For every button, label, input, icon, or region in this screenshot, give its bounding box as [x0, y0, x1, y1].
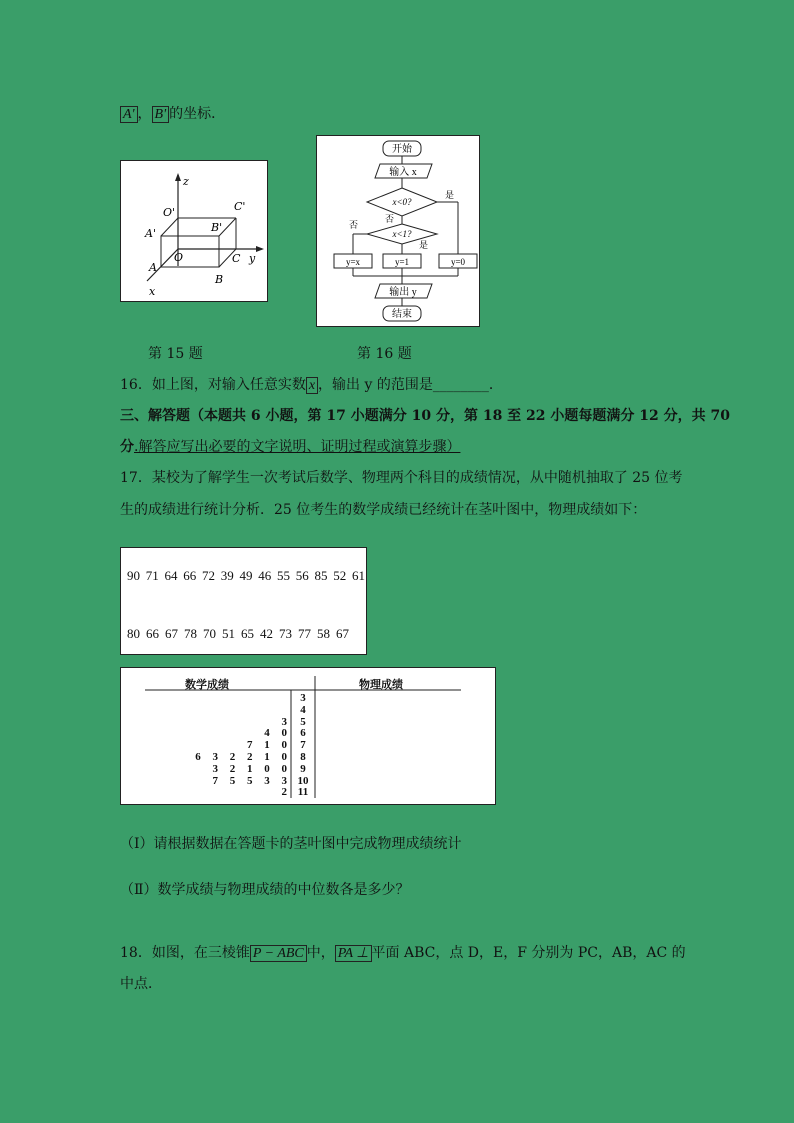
physics-score: 55 — [277, 568, 290, 583]
physics-score: 42 — [260, 626, 273, 641]
assign-y-x: y=x — [345, 257, 361, 267]
caption-fig15: 第 15 题 — [148, 346, 203, 362]
q18-rest: 平面 ABC，点 D，E，F 分别为 PC，AB，AC 的 — [371, 945, 686, 961]
math-leaf-row: 3 2 1 0 0 — [212, 762, 287, 775]
separator: ， — [137, 106, 152, 122]
end-node: 结束 — [392, 309, 412, 320]
q18-pabc-box: P − ABC — [250, 945, 307, 962]
label-a: A — [149, 261, 157, 274]
q18-prefix: 18．如图，在三棱锥 — [120, 945, 250, 961]
output-node: 输出 y — [389, 287, 417, 298]
physics-score: 58 — [317, 626, 330, 641]
yes-label-1: 是 — [445, 190, 455, 200]
condition-2: x<1? — [392, 229, 412, 239]
math-leaf-row: 6 3 2 2 1 0 — [195, 751, 287, 763]
yes-label-2: 是 — [419, 240, 429, 250]
question-18-line2: 中点． — [120, 976, 162, 992]
stem-value: 9 — [300, 762, 306, 775]
physics-scores-row-2 — [127, 626, 349, 642]
math-leaf-row: 7 5 5 3 3 — [212, 774, 287, 787]
label-b: B — [215, 273, 224, 286]
no-label-1: 否 — [385, 214, 395, 224]
flowchart-diagram — [317, 136, 479, 326]
label-z: z — [183, 175, 189, 188]
physics-scores-box — [120, 547, 367, 655]
physics-score: 72 — [202, 568, 215, 583]
section-3-header: 三、解答题（本题共 6 小题，第 17 小题满分 10 分，第 18 至 22 小题每题满分 12 分，共 70 — [120, 408, 730, 424]
condition-1: x<0? — [392, 197, 412, 207]
q16-x-box: x — [306, 377, 318, 394]
q18-mid: 中， — [306, 945, 335, 961]
physics-score: 73 — [279, 626, 292, 641]
physics-score: 46 — [258, 568, 272, 583]
assign-y-0: y=0 — [450, 257, 466, 267]
stem-value: 7 — [300, 739, 306, 752]
stem-value: 5 — [300, 715, 306, 728]
label-c-prime: C' — [234, 200, 246, 213]
section-3-rest: .解答应写出必要的文字说明、证明过程或演算步骤） — [134, 439, 461, 455]
q17-part-1: （Ⅰ）请根据数据在答题卡的茎叶图中完成物理成绩统计 — [120, 836, 462, 852]
section-3-bold-fen: 分 — [120, 439, 134, 455]
physics-score: 39 — [220, 568, 234, 583]
math-leaf-row: 3 — [281, 715, 287, 728]
physics-score: 85 — [314, 568, 328, 583]
question-18-line1 — [120, 942, 686, 962]
section-3-instructions — [120, 436, 460, 456]
physics-score: 56 — [295, 568, 309, 583]
label-c: C — [232, 252, 241, 265]
question-17-line1: 17．某校为了解学生一次考试后数学、物理两个科目的成绩情况，从中随机抽取了 25 位考 — [120, 470, 683, 486]
physics-score: 80 — [127, 626, 140, 641]
q16-prefix: 16．如上图，对输入任意实数 — [120, 377, 306, 393]
stem-value: 6 — [300, 727, 306, 740]
stem-value: 4 — [300, 703, 306, 716]
physics-score: 66 — [146, 626, 159, 641]
physics-score: 78 — [184, 626, 197, 641]
caption-fig16: 第 16 题 — [357, 346, 412, 362]
label-a-prime: A' — [145, 227, 156, 240]
physics-score: 71 — [145, 568, 159, 583]
stem-value: 3 — [300, 692, 306, 704]
math-leaf-row: 4 0 — [264, 727, 287, 740]
physics-score: 65 — [241, 626, 254, 641]
q16-suffix: ，输出 y 的范围是________． — [318, 377, 503, 393]
label-y: y — [249, 252, 256, 265]
point-a-prime-box: A' — [120, 106, 138, 123]
figure-16-flowchart — [316, 135, 480, 327]
math-header: 数学成绩 — [185, 679, 229, 691]
math-leaf-row: 7 1 0 — [247, 739, 287, 752]
label-x: x — [149, 285, 156, 298]
physics-score: 52 — [333, 568, 347, 583]
label-o-prime: O' — [163, 206, 176, 219]
physics-score: 49 — [239, 568, 253, 583]
physics-score: 77 — [298, 626, 311, 641]
q18-pa-box: PA ⊥ — [335, 945, 372, 962]
physics-score: 51 — [222, 626, 235, 641]
physics-score: 70 — [203, 626, 216, 641]
coord-line — [120, 103, 225, 123]
no-label-2: 否 — [349, 220, 359, 230]
question-16 — [120, 374, 503, 394]
physics-score: 64 — [164, 568, 178, 583]
physics-scores-row-1 — [127, 568, 365, 584]
math-leaf-row: 2 — [281, 786, 287, 799]
stem-value: 11 — [297, 786, 309, 799]
stem-leaf-plot — [120, 667, 496, 805]
physics-score: 61 — [352, 568, 365, 583]
stem-value: 10 — [297, 774, 309, 787]
label-b-prime: B' — [211, 221, 223, 234]
point-b-prime-box: B' — [152, 106, 170, 123]
physics-score: 67 — [165, 626, 178, 641]
physics-score: 66 — [183, 568, 197, 583]
start-node: 开始 — [392, 144, 412, 155]
physics-score: 90 — [127, 568, 140, 583]
stem-value: 8 — [300, 751, 306, 763]
assign-y-1: y=1 — [394, 257, 410, 267]
q17-part-2: （Ⅱ）数学成绩与物理成绩的中位数各是多少？ — [120, 882, 410, 898]
figure-15-cube — [120, 160, 268, 302]
question-17-line2: 生的成绩进行统计分析．25 位考生的数学成绩已经统计在茎叶图中，物理成绩如下： — [120, 502, 647, 518]
physics-header: 物理成绩 — [359, 679, 403, 691]
input-node: 输入 x — [389, 167, 417, 178]
cube-diagram — [121, 161, 267, 301]
label-o: O — [174, 251, 184, 264]
physics-score: 67 — [336, 626, 349, 641]
coord-tail: 的坐标． — [169, 106, 226, 122]
